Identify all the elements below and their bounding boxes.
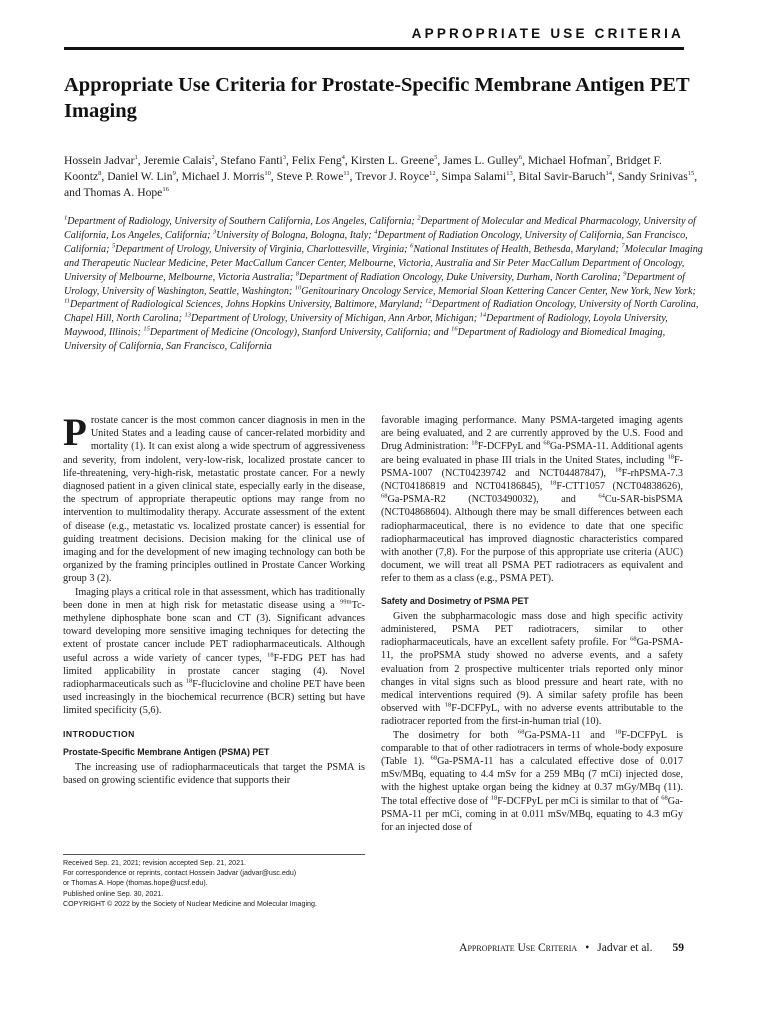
affiliation: $^{13}$Department of Urology, University of Michigan, Ann Arbor, Michigan;	[184, 311, 478, 325]
correspondence-line-1: For correspondence or reprints, contact Hossein Jadvar (jadvar@usc.edu)	[63, 869, 297, 878]
paragraph-psma-continued: favorable imaging performance. Many PSMA-targeted imaging agents are being evaluated, and 2 are currently approved by the U.S. Food and Drug Administration: $^{18}$F-DCFPyL and $^{68}$Ga-PSMA-11. Additional agents are being evaluated in phase III trials in the United States, including $^{18}$F-PSMA-1007 (NCT04239742 and NCT04487847), $^{18}$F-rhPSMA-7.3 (NCT04186819 and NCT04186845), $^{18}$F-CTT1057 (NCT04838626), $^{68}$Ga-PSMA-R2 (NCT03490032), and $^{64}$Cu-SAR-bisPSMA (NCT04868604). Although there may be small differences between each radiopharmaceutical, there is no evidence to date that one specific radiopharmaceutical has improved diagnostic characteristics compared with another (7,8). For the purpose of this appropriate use criteria (AUC) document, we will treat all PSMA PET radiotracers as equivalent and refer to them as a class (e.g., PSMA PET).	[381, 415, 683, 585]
affiliation: $^5$Department of Urology, University of Virginia, Charlottesville, Virginia;	[111, 242, 408, 255]
published-date: Published online Sep. 30, 2021.	[63, 889, 164, 898]
author-name: Trevor J. Royce$^{12}$	[355, 170, 436, 183]
affiliation: $^{10}$Genitourinary Oncology Service, Memorial Sloan Kettering Cancer Center, New York, New York;	[294, 284, 696, 297]
author-name: Steve P. Rowe$^{11}$	[276, 170, 350, 183]
affiliation: $^{14}$Department of Radiology, Loyola University, Maywood, Illinois;	[64, 311, 668, 339]
paragraph-imaging: Imaging plays a critical role in that assessment, which has traditionally been done in men at high risk for metastatic disease using a $^{99m}$Tc-methylene diphosphate bone scan and CT (3). Significant advances toward developing more sensitive imaging techniques for detecting the extent of prostate cancer include PET radiopharmaceuticals. Although useful across a wide variety of cancer types, $^{18}$F-FDG PET has had limited applicability in prostate cancer staging (4). Novel radiopharmaceuticals such as $^{18}$F-fluciclovine and choline PET have been used increasingly in the biochemical recurrence (BCR) setting but have limited specificity (5,6).	[63, 586, 366, 717]
affiliation: $^1$Department of Radiology, University of Southern California, Los Angeles, California;	[64, 214, 415, 227]
author-name: Daniel W. Lin$^9$	[107, 170, 176, 183]
affiliation: $^2$Department of Molecular and Medical Pharmacology, University of California, Los Angeles, California;	[64, 214, 696, 241]
footer-section: Appropriate Use Criteria	[459, 942, 578, 954]
author-name: Simpa Salami$^{13}$	[441, 170, 513, 183]
paragraph-safety: Given the subpharmacologic mass dose and high specific activity administered, PSMA PET radiotracers, similar to other radiopharmaceuticals, have an excellent safety profile. For $^{68}$Ga-PSMA-11, the proPSMA study showed no adverse events, and a safety evaluation from 2 prospective multicenter trials reported only minor changes in vital signs such as blood pressure and heart rate, with no medical interventions required (9). A similar safety profile has been observed with $^{18}$F-DCFPyL, with no adverse events attributable to the radiotracer reported from the first-in-human trial (10).	[381, 610, 683, 728]
footer-separator: •	[585, 942, 590, 954]
heading-psma-pet: Prostate-Specific Membrane Antigen (PSMA) PET	[63, 746, 270, 757]
affiliation: $^3$University of Bologna, Bologna, Italy;	[213, 228, 372, 241]
author-name: Bital Savir-Baruch$^{14}$	[518, 170, 613, 183]
affiliation: $^9$Department of Urology, University of Washington, Seattle, Washington;	[64, 270, 685, 297]
paragraph-intro: Prostate cancer is the most common cancer diagnosis in men in the United States and a leading cause of cancer-related morbidity and mortality (1). It can exist along a wide spectrum of aggressiveness and severity, from indolent, very-low-risk, localized prostate cancer to life-threatening, very-high-risk, metastatic prostate cancer. For a newly diagnosed patient in a given clinical state, especially early in the disease, the spectrum of appropriate therapeutic options may range from no intervention to multimodality therapy. Accurate assessment of the extent of disease (e.g., metastatic vs. localized prostate cancer) is essential for guiding treatment decisions. Decision making for the clinical use of imaging and for the development of new imaging technology can both be organized by the framing principles outlined in Prostate Cancer Working group 3 (2).	[63, 411, 365, 585]
author-list: Hossein Jadvar$^1$, Jeremie Calais$^2$, Stefano Fanti$^3$, Felix Feng$^4$, Kirsten L. Greene$^5$, James L. Gulley$^6$, Michael Hofman$^7$, Bridget F. Koontz$^8$, Daniel W. Lin$^9$, Michael J. Morris$^{10}$, Steve P. Rowe$^{11}$, Trevor J. Royce$^{12}$, Simpa Salami$^{13}$, Bital Savir-Baruch$^{14}$, Sandy Srinivas$^{15}$, and Thomas A. Hope$^{16}$	[64, 154, 698, 199]
affiliation: $^{11}$Department of Radiological Sciences, Johns Hopkins University, Baltimore, Maryland;	[64, 298, 423, 311]
affiliation: $^6$National Institutes of Health, Bethesda, Maryland;	[410, 242, 619, 255]
affiliation: $^{15}$Department of Medicine (Oncology), Stanford University, California; and	[143, 325, 449, 339]
header-rule	[64, 47, 684, 50]
author-name: Felix Feng$^4$	[291, 154, 345, 167]
affiliation: $^{16}$Department of Radiology and Biomedical Imaging, University of California, San Francisco, California	[64, 325, 666, 353]
affiliation: $^7$Molecular Imaging and Therapeutic Nuclear Medicine, Peter MacCallum Cancer Center, Melbourne, Victoria, Australia and Sir Peter MacCallum Department of Oncology, University of Melbourne, Melbourne, Victoria Australia;	[64, 242, 703, 283]
section-label: APPROPRIATE USE CRITERIA	[411, 26, 684, 41]
affiliation: $^{12}$Department of Radiation Oncology, University of North Carolina, Chapel Hill, North Carolina;	[64, 298, 699, 325]
author-name: Michael Hofman$^7$	[527, 154, 610, 167]
author-name: Sandy Srinivas$^{15}$	[617, 170, 695, 183]
author-name: James L. Gulley$^6$	[443, 154, 523, 167]
heading-introduction: INTRODUCTION	[63, 728, 135, 739]
received-date: Received Sep. 21, 2021; revision accepted Sep. 21, 2021.	[63, 859, 246, 867]
affiliation: $^8$Department of Radiation Oncology, Duke University, Durham, North Carolina;	[295, 270, 621, 283]
paragraph-psma-start: The increasing use of radiopharmaceuticals that target the PSMA is based on growing scientific evidence that supports their	[63, 762, 365, 787]
affiliation-list	[64, 215, 704, 354]
author-name: Bridget F. Koontz$^8$	[64, 154, 662, 183]
article-title: Appropriate Use Criteria for Prostate-Specific Membrane Antigen PET Imaging	[64, 74, 690, 122]
author-name: Stefano Fanti$^3$	[220, 154, 286, 167]
author-name: Hossein Jadvar$^1$	[64, 154, 138, 167]
author-name: Michael J. Morris$^{10}$	[181, 170, 271, 183]
correspondence-line-2: or Thomas A. Hope (thomas.hope@ucsf.edu).	[63, 879, 208, 888]
paragraph-dosimetry: The dosimetry for both $^{68}$Ga-PSMA-11 and $^{18}$F-DCFPyL is comparable to that of other radiotracers in terms of whole-body exposure (Table 1). $^{68}$Ga-PSMA-11 has a calculated effective dose of 0.017 mSv/MBq, equating to 4.4 mSv for a 259 MBq (7 mCi) injected dose, with the highest uptake organ being the kidney at 0.37 mGy/MBq (11). The total effective dose of $^{18}$F-DCFPyL per mCi is similar to that of $^{68}$Ga-PSMA-11 per mCi, coming in at 0.011 mSv/MBq, equating to 4.3 mGy for an injected dose of	[381, 728, 684, 834]
page-footer	[459, 942, 684, 954]
article-footnote	[63, 854, 365, 909]
footer-authors: Jadvar et al.	[597, 942, 653, 954]
author-name: Jeremie Calais$^2$	[143, 154, 215, 167]
column-left	[63, 411, 366, 787]
affiliation: $^4$Department of Radiation Oncology, University of California, San Francisco, California;	[64, 228, 688, 255]
section-header	[64, 26, 684, 50]
page-number: 59	[672, 942, 684, 954]
column-right	[381, 414, 683, 834]
heading-safety-dosimetry: Safety and Dosimetry of PSMA PET	[381, 595, 529, 606]
author-name: Thomas A. Hope$^{16}$	[83, 186, 169, 199]
author-name: Kirsten L. Greene$^5$	[350, 154, 438, 167]
drop-cap: P	[63, 411, 87, 454]
copyright-notice: COPYRIGHT © 2022 by the Society of Nuclear Medicine and Molecular Imaging.	[63, 899, 317, 908]
